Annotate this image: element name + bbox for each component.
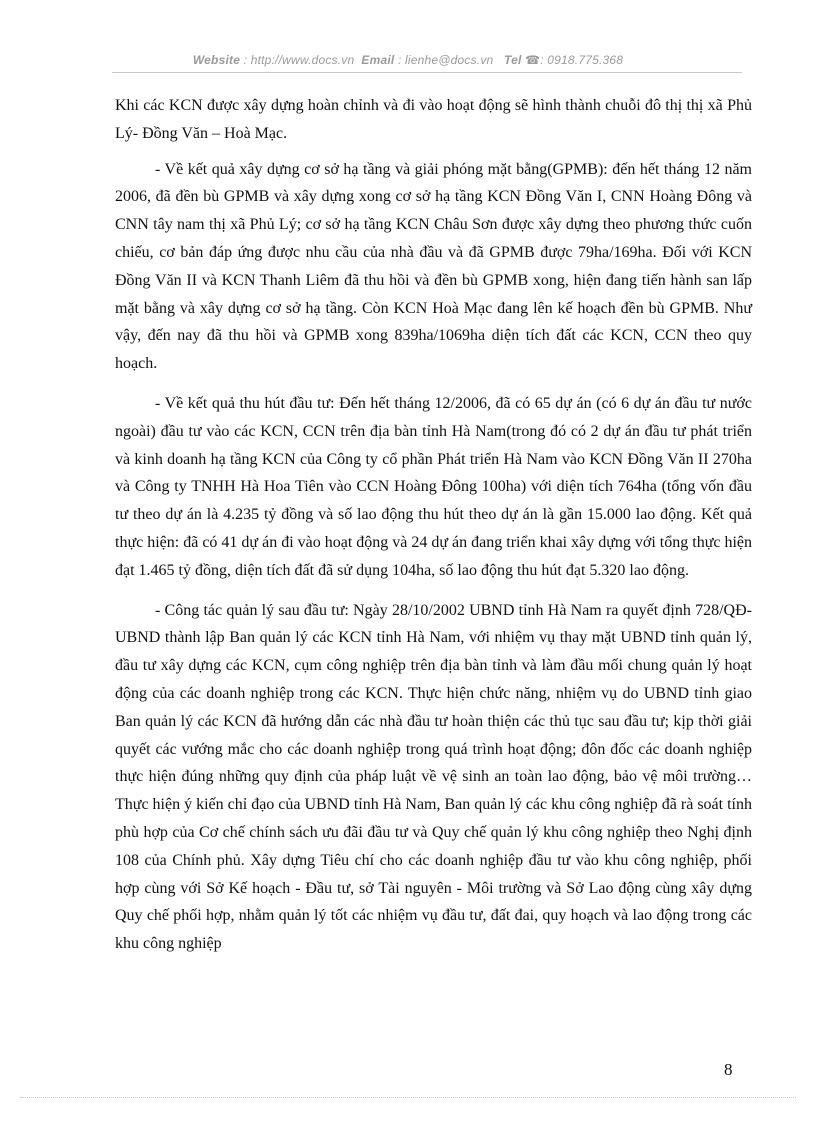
email-label: Email [361,53,395,67]
paragraph-infrastructure: - Về kết quả xây dựng cơ sở hạ tầng và giải phóng mặt bằng(GPMB): đến hết tháng 12 năm 2006, đã đền bù GPMB và xây dựng xong cơ sở hạ tầng KCN Đồng Văn I, CNN Hoàng Đông và CNN tây nam thị xã Phủ Lý; cơ sở hạ tầng KCN Châu Sơn được xây dựng theo phương thức cuốn chiếu, cơ bản đáp ứng được nhu cầu của nhà đầu và đã GPMB được 79ha/169ha. Đối với KCN Đồng Văn II và KCN Thanh Liêm đã thu hồi và đền bù GPMB xong, hiện đang tiến hành san lấp mặt bằng và xây dựng cơ sở hạ tầng. Còn KCN Hoà Mạc đang lên kế hoạch đền bù GPMB. Như vậy, đến nay đã thu hồi và GPMB xong 839ha/1069ha diện tích đất các KCN, CCN theo quy hoạch. [115,160,752,373]
header-rule [112,72,742,73]
phone-icon: ☎ [525,53,541,67]
page-header [0,53,816,67]
document-body [115,92,752,970]
tel-value: : 0918.775.368 [540,53,624,67]
website-label: Website [192,53,241,67]
website-value: : http://www.docs.vn [243,53,355,67]
tel-label: Tel [504,53,522,67]
paragraph-investment: - Về kết quả thu hút đầu tư: Đến hết tháng 12/2006, đã có 65 dự án (có 6 dự án đầu tư nước ngoài) đầu tư vào các KCN, CCN trên địa bàn tỉnh Hà Nam(trong đó có 2 dự án đầu tư phát triển và kinh doanh hạ tầng KCN của Công ty cổ phần Phát triển Hà Nam vào KCN Đồng Văn II 270ha và Công ty TNHH Hà Hoa Tiên vào CCN Hoàng Đông 100ha) với diện tích 764ha (tổng vốn đầu tư theo dự án là 4.235 tỷ đồng và số lao động thu hút theo dự án là gần 15.000 lao động. Kết quả thực hiện: đã có 41 dự án đi vào hoạt động và 24 dự án đang triển khai xây dựng với tổng thực hiện đạt 1.465 tỷ đồng, diện tích đất đã sử dụng 104ha, số lao động thu hút đạt 5.320 lao động. [115,394,753,579]
page-number: 8 [724,1060,733,1079]
paragraph-intro: Khi các KCN được xây dựng hoàn chỉnh và đi vào hoạt động sẽ hình thành chuỗi đô thị thị xã Phủ Lý- Đồng Văn – Hoà Mạc. [115,97,752,142]
footer-rule [20,1097,796,1098]
paragraph-management: - Công tác quản lý sau đầu tư: Ngày 28/10/2002 UBND tỉnh Hà Nam ra quyết định 728/QĐ-UBND thành lập Ban quản lý các KCN tỉnh Hà Nam, với nhiệm vụ thay mặt UBND tỉnh quản lý, đầu tư xây dựng các KCN, cụm công nghiệp trên địa bàn tỉnh và làm đầu mối chung quản lý hoạt động của các doanh nghiệp trong các KCN. Thực hiện chức năng, nhiệm vụ do UBND tỉnh giao Ban quản lý các KCN đã hướng dẫn các nhà đầu tư hoàn thiện các thủ tục sau đầu tư; kịp thời giải quyết các vướng mắc cho các doanh nghiệp trong quá trình hoạt động; đôn đốc các doanh nghiệp thực hiện đúng những quy định của pháp luật về vệ sinh an toàn lao động, bảo vệ môi trường… Thực hiện ý kiến chỉ đạo của UBND tỉnh Hà Nam, Ban quản lý các khu công nghiệp đã rà soát tính phù hợp của Cơ chế chính sách ưu đãi đầu tư và Quy chế quản lý khu công nghiệp theo Nghị định 108 của Chính phủ. Xây dựng Tiêu chí cho các doanh nghiệp đầu tư vào khu công nghiệp, phối hợp cùng với Sở Kế hoạch - Đầu tư, sở Tài nguyên - Môi trường và Sở Lao động cùng xây dựng Quy chế phối hợp, nhằm quản lý tốt các nhiệm vụ đầu tư, đất đai, quy hoạch và lao động trong các khu công nghiệp [115,601,752,953]
email-value: : lienhe@docs.vn [397,53,494,67]
